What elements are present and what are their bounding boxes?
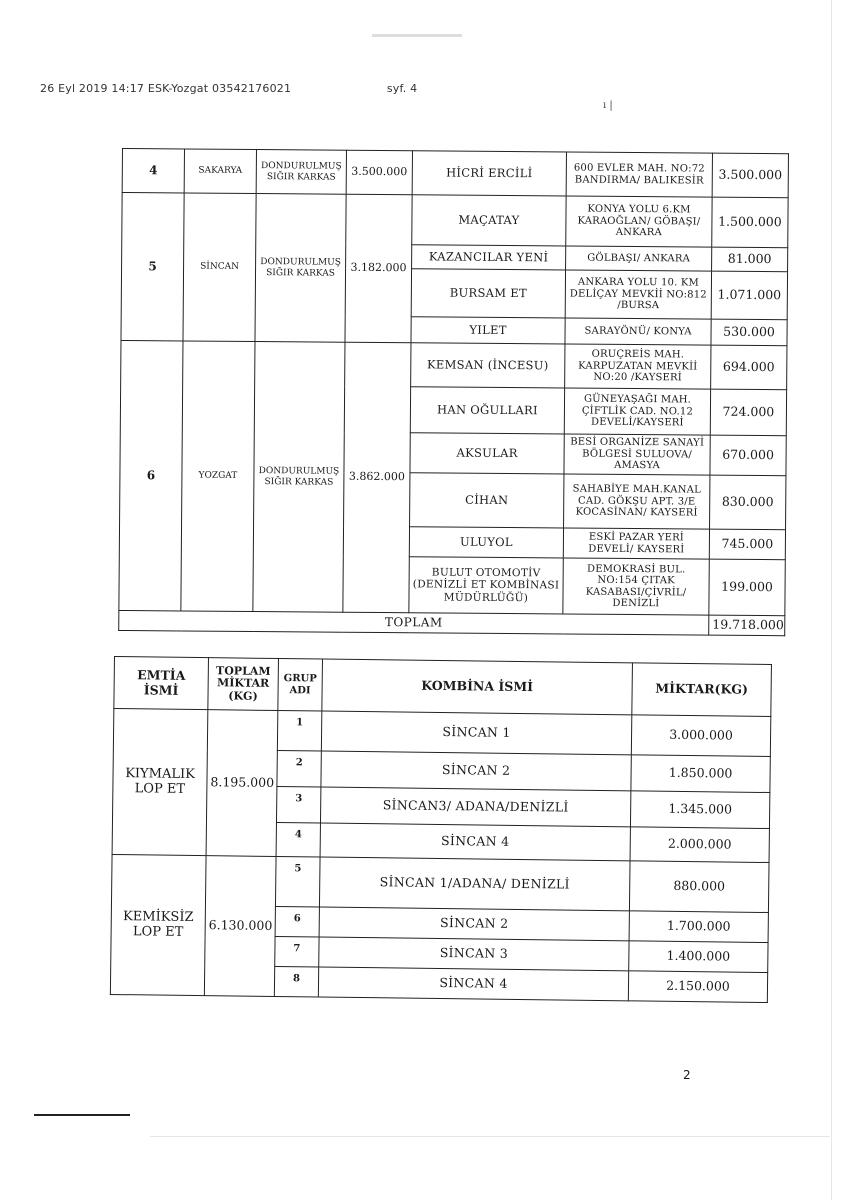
carcass-distribution-table: [118, 148, 789, 636]
emtia-cell: KIYMALIK LOP ET: [112, 709, 208, 856]
group-number: 4: [276, 822, 320, 857]
kombina-name: SİNCAN 4: [320, 823, 630, 861]
firm-amount: 694.000: [711, 345, 787, 390]
group-number: 2: [277, 751, 321, 788]
firm-amount: 724.000: [710, 389, 786, 436]
firm-address: GÖLBAŞI/ ANKARA: [566, 246, 712, 271]
scan-bottom-line: [150, 1136, 830, 1137]
firm-name: BULUT OTOMOTİV (DENİZLİ ET KOMBİNASI MÜDÜRLÜĞÜ): [409, 557, 563, 614]
total-value: 19.718.000: [709, 615, 785, 636]
firm-name: KAZANCILAR YENİ: [412, 245, 566, 270]
province-cell: SİNCAN: [183, 193, 256, 342]
quantity-cell: 3.500.000: [346, 150, 412, 195]
province-cell: YOZGAT: [181, 341, 255, 612]
fax-marks: ı |: [603, 100, 613, 111]
group-number: 8: [274, 966, 318, 997]
kombina-name: SİNCAN 2: [319, 907, 629, 941]
firm-amount: 745.000: [709, 529, 785, 560]
kombina-amount: 2.150.000: [628, 971, 767, 1003]
kombina-name: SİNCAN 2: [321, 751, 631, 791]
emtia-cell: KEMİKSİZ LOP ET: [110, 854, 206, 995]
kombina-name: SİNCAN 1/ADANA/ DENİZLİ: [319, 857, 630, 911]
firm-amount: 830.000: [710, 475, 786, 530]
header-miktar: MİKTAR(KG): [632, 663, 772, 717]
header-kombina: KOMBİNA İSMİ: [322, 659, 633, 715]
firm-amount: 670.000: [710, 435, 786, 476]
firm-name: AKSULAR: [410, 433, 564, 474]
footer-rule: [34, 1114, 130, 1116]
firm-amount: 1.500.000: [712, 197, 788, 248]
kombina-amount: 1.700.000: [629, 911, 768, 943]
table-row: [113, 709, 770, 757]
firm-amount: 1.071.000: [711, 271, 787, 320]
header-emtia: EMTİA İSMİ: [114, 657, 209, 710]
table-row: [122, 193, 788, 248]
kombina-amount: 1.345.000: [630, 791, 769, 829]
group-number: 7: [275, 936, 319, 967]
total-row: [119, 610, 785, 635]
firm-address: SAHABİYE MAH.KANAL CAD. GÖKŞU APT. 3/E KOCASİNAN/ KAYSERİ: [564, 474, 710, 529]
fax-page-label: syf. 4: [386, 82, 418, 95]
row-number: 5: [121, 193, 184, 341]
province-cell: SAKARYA: [184, 149, 256, 194]
kombina-amount: 3.000.000: [631, 715, 770, 757]
kombina-amount: 1.400.000: [629, 941, 768, 973]
lop-meat-group-table: [110, 656, 772, 1003]
firm-address: ORUÇREİS MAH. KARPUZATAN MEVKİİ NO:20 /KAYSERİ: [565, 344, 711, 389]
row-number: 6: [119, 340, 183, 610]
firm-address: DEMOKRASİ BUL. NO:154 ÇITAK KASABASI/ÇİVRİL/ DENİZLİ: [563, 558, 709, 615]
firm-name: HAN OĞULLARI: [410, 387, 564, 434]
kombina-amount: 2.000.000: [630, 827, 769, 863]
fax-date: 26 Eyl 2019: [40, 82, 108, 95]
fax-sender: ESK-Yozgat: [147, 82, 209, 95]
row-number: 4: [122, 149, 184, 193]
firm-address: 600 EVLER MAH. NO:72 BANDIRMA/ BALIKESİR: [566, 152, 712, 197]
firm-address: ESKİ PAZAR YERİ DEVELİ/ KAYSERİ: [563, 528, 709, 559]
product-cell: DONDURULMUŞ SIĞIR KARKAS: [255, 194, 346, 343]
firm-amount: 81.000: [712, 247, 788, 272]
kombina-name: SİNCAN 1: [321, 711, 631, 755]
kombina-name: SİNCAN 3: [319, 937, 629, 971]
scan-smudge: [372, 34, 462, 37]
firm-name: HİCRİ ERCİLİ: [412, 151, 566, 196]
firm-amount: 530.000: [711, 319, 787, 346]
fax-time: 14:17: [111, 82, 145, 95]
kombina-amount: 1.850.000: [631, 755, 770, 793]
quantity-cell: 3.862.000: [343, 342, 411, 613]
firm-name: MAÇATAY: [412, 195, 566, 246]
page-number: 2: [683, 1068, 691, 1082]
firm-name: YILET: [411, 317, 565, 344]
header-toplam: TOPLAM MİKTAR (KG): [208, 658, 279, 711]
kombina-name: SİNCAN3/ ADANA/DENİZLİ: [320, 787, 630, 827]
fax-phone: 03542176021: [211, 82, 292, 95]
table-row: [111, 854, 769, 912]
firm-amount: 3.500.000: [712, 153, 788, 198]
firm-name: BURSAM ET: [411, 269, 565, 318]
firm-name: CİHAN: [410, 473, 564, 528]
group-number: 1: [277, 711, 321, 752]
group-number: 6: [275, 906, 319, 937]
firm-address: KONYA YOLU 6.KM KARAOĞLAN/ GÖBAŞI/ ANKARA: [566, 196, 712, 247]
product-cell: DONDURULMUŞ SIĞIR KARKAS: [253, 342, 345, 613]
firm-name: ULUYOL: [409, 527, 563, 558]
scan-edge-line: [831, 0, 832, 1200]
table-header-row: [114, 657, 772, 717]
group-total-cell: 8.195.000: [206, 710, 278, 857]
quantity-cell: 3.182.000: [345, 194, 412, 343]
firm-address: BESİ ORGANİZE SANAYİ BÖLGESİ SULUOVA/ AMASYA: [564, 434, 710, 475]
group-total-cell: 6.130.000: [204, 856, 276, 997]
group-number: 3: [276, 787, 320, 824]
firm-amount: 199.000: [709, 559, 785, 616]
firm-address: SARAYÖNÜ/ KONYA: [565, 318, 711, 345]
firm-address: ANKARA YOLU 10. KM DELİÇAY MEVKİİ NO:812 /BURSA: [565, 270, 711, 319]
table-row: [121, 340, 787, 389]
kombina-amount: 880.000: [629, 861, 769, 913]
header-grup: GRUP ADI: [278, 659, 323, 712]
total-label: TOPLAM: [119, 610, 709, 635]
product-cell: DONDURULMUŞ SIĞIR KARKAS: [256, 150, 346, 195]
kombina-name: SİNCAN 4: [318, 967, 628, 1001]
firm-name: KEMSAN (İNCESU): [411, 343, 565, 388]
firm-address: GÜNEYAŞAĞI MAH. ÇİFTLİK CAD. NO.12 DEVELİ/KAYSERİ: [564, 388, 710, 435]
fax-header: [40, 82, 417, 95]
table-row: [122, 149, 788, 198]
group-number: 5: [275, 856, 320, 907]
